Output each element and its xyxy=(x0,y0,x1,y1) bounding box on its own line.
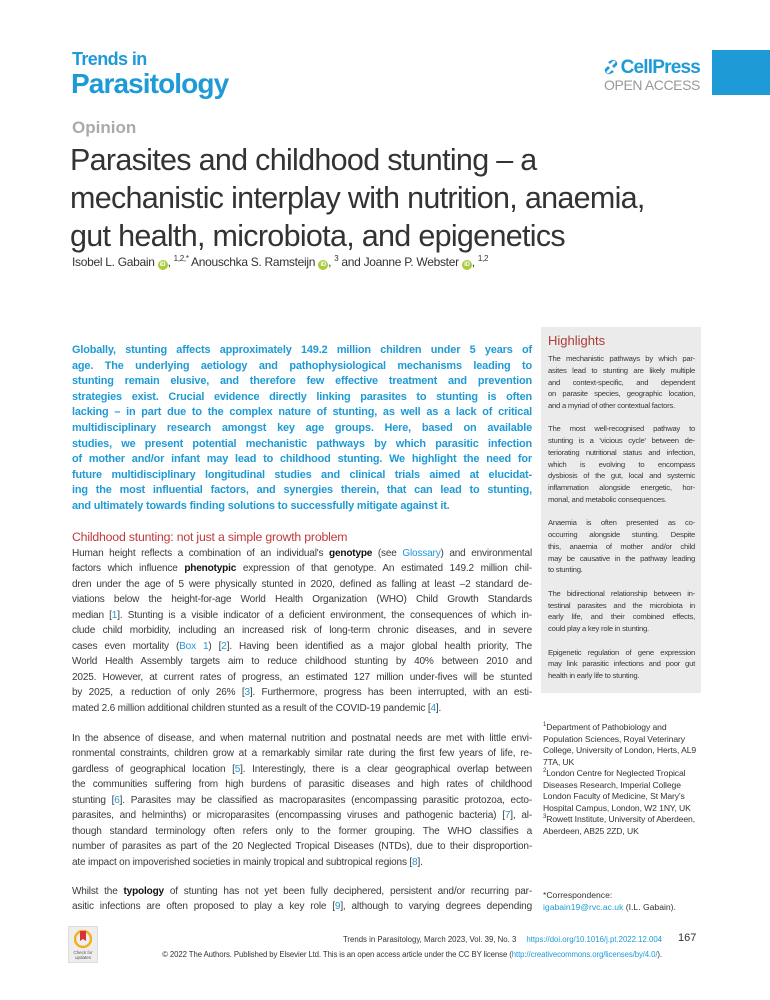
email-link[interactable]: igabain19@rvc.ac.uk xyxy=(543,901,624,912)
text-line: occurring alongside stunting. Despite xyxy=(548,530,695,540)
text-line: dysbiosis of the gut, local and systemic xyxy=(548,471,695,481)
text-line: and ultimately towards finding solutions to successfully mitigate against it. xyxy=(72,499,450,512)
reference-link[interactable]: 8 xyxy=(412,856,418,868)
text-line: 2025. However, at current rates of progress, an estimated 127 million under-fives will be stunted xyxy=(72,671,533,683)
text-line: though standard terminology often refers only to the former grouping. The WHO classifies a xyxy=(72,825,532,837)
affiliations xyxy=(543,722,701,837)
author-affiliation-sup: 1,2 xyxy=(477,254,489,263)
brand-bar xyxy=(712,50,770,95)
cellpress-icon xyxy=(603,59,619,75)
text-line: may be causative in the pathway leading xyxy=(548,553,695,563)
text-line: and a myriad of other contextual factors. xyxy=(548,401,675,410)
title-line xyxy=(70,141,700,179)
text-line: gardless of geographical location [5]. Interestingly, there is a clear geographical overlap between xyxy=(72,763,532,775)
text-line: strategies exist. Crucial evidence directly linking parasites to stunting is often xyxy=(72,390,532,403)
text-line: mated 2.6 million additional children stunted as a result of the COVID-19 pandemic [4]. xyxy=(72,702,442,714)
text-line: teriorating nutritional status and infection, xyxy=(548,447,695,457)
text-line: this, anaemia of mother and/or child xyxy=(548,541,695,551)
title-line-text: mechanistic interplay with nutrition, anaemia, xyxy=(70,181,645,215)
reference-link[interactable]: Glossary xyxy=(402,548,441,559)
text-line: stunting is a 'vicious cycle' between de- xyxy=(548,436,695,446)
correspondence-label: *Correspondence: xyxy=(543,890,613,900)
highlight-item xyxy=(548,647,695,682)
author-name: Anouschka S. Ramsteijn xyxy=(191,255,316,269)
text-line: factors which influence phenotypic expression of that genotype. An estimated 149.2 million chil- xyxy=(72,563,532,575)
text-line: median [1]. Stunting is a visible indicator of a deficient environment, the consequences of which in- xyxy=(72,609,532,621)
citation: Trends in Parasitology, March 2023, Vol. 39, No. 3 xyxy=(342,935,517,944)
highlight-item xyxy=(548,353,695,412)
highlight-item xyxy=(548,517,695,576)
text-line: future multidisciplinary longitudinal studies and clinical trials aimed at elucidat- xyxy=(72,468,532,481)
text-line: age. The underlying aetiology and pathophysiological mechanisms leading to xyxy=(72,359,532,372)
text-line: viations below the height-for-age World Health Organization (WHO) Child Growth Standards xyxy=(72,594,532,606)
text-line: Whilst the typology of stunting has not yet been fully deciphered, persistent and/or recurring par- xyxy=(72,886,532,897)
text-line: ate impact on impoverished societies in mainly tropical and subtropical regions [8]. xyxy=(72,856,423,868)
reference-link[interactable]: 5 xyxy=(234,763,241,775)
reference-link[interactable]: 6 xyxy=(114,794,120,806)
title-line-text: Parasites and childhood stunting – a xyxy=(70,143,537,177)
author-affiliation-sup: 3 xyxy=(334,254,339,263)
text-line: The most well-recognised pathway to xyxy=(548,424,695,434)
publisher-name: CellPress xyxy=(620,57,700,78)
citation-line xyxy=(110,935,662,945)
correspondence xyxy=(543,890,676,913)
affiliation: $^1$Department of Pathobiology and Population Sciences, Royal Veterinary College, University of London, Herts, AL9 7TA, UK xyxy=(543,722,697,767)
glossary-term: phenotypic xyxy=(184,563,237,575)
title-line-text: gut health, microbiota, and epigenetics xyxy=(70,219,565,253)
orcid-icon[interactable]: iD xyxy=(318,260,328,270)
journal-name-line2: Parasitology xyxy=(71,68,229,99)
open-access-label: OPEN ACCESS xyxy=(604,77,700,93)
text-line: asites lead to stunting are likely multiple xyxy=(548,365,695,375)
text-line: may link parasitic infections and poor gut xyxy=(548,659,695,669)
text-line: to stunting. xyxy=(548,565,583,575)
text-line: testinal parasites and the microbiota in xyxy=(548,600,695,610)
text-line: which is evolving to encompass xyxy=(548,459,695,469)
license-line xyxy=(110,950,662,960)
highlight-item xyxy=(548,588,695,635)
text-line: The bidirectional relationship between in- xyxy=(548,588,695,598)
text-line: by 2025, a reduction of only 26% [3]. Furthermore, progress has been interrupted, with an esti- xyxy=(72,687,532,699)
text-line: Globally, stunting affects approximately 149.2 million children under 5 years of xyxy=(72,344,532,356)
title-line xyxy=(70,179,700,217)
highlight-item xyxy=(548,423,695,505)
cellpress-logo xyxy=(594,58,700,92)
highlights-box xyxy=(541,327,701,693)
title-line xyxy=(70,217,700,255)
text-line: ing the most influential factors, and synergies therein, that can lead to stunting, xyxy=(72,484,532,497)
glossary-term: typology xyxy=(123,886,164,897)
text-line: In the absence of disease, and when maternal nutrition and postnatal needs are met with little envi- xyxy=(72,733,532,744)
text-line: asitic infections are often proposed to play a key role [9], although to varying degrees depending xyxy=(72,901,532,913)
reference-link[interactable]: 2 xyxy=(221,640,227,652)
text-line: stunting remain elusive, and therefore few effective treatment and prevention xyxy=(72,375,532,388)
affiliation: $^3$Rowett Institute, University of Aberdeen, Aberdeen, AB25 2ZD, UK xyxy=(543,814,696,836)
text-line: number of parasites as part of the 20 Neglected Tropical Diseases (NTDs), due to their disproportion- xyxy=(72,841,532,853)
license-link[interactable]: http://creativecommons.org/licenses/by/4.0/ xyxy=(511,950,658,959)
text-line: dren under the age of 5 were physically stunted in 2020, defined as falling at least –2 standard de- xyxy=(72,578,532,590)
orcid-icon[interactable]: iD xyxy=(462,260,472,270)
body-paragraph xyxy=(72,731,532,870)
correspondent-name: (I.L. Gabain). xyxy=(623,901,676,912)
license-text-end: ). xyxy=(657,950,662,959)
text-line: could play a key role in stunting. xyxy=(548,624,649,634)
orcid-icon[interactable]: iD xyxy=(158,260,168,270)
text-line: on parasite species, geographic location, xyxy=(548,389,695,399)
article-title xyxy=(70,141,700,255)
abstract xyxy=(72,343,532,515)
author-affiliation-sup: 1,2,* xyxy=(173,254,189,263)
doi-link[interactable]: https://doi.org/10.1016/j.pt.2022.12.004 xyxy=(526,935,662,944)
reference-link[interactable]: 4 xyxy=(430,702,436,714)
text-line: parasites, and helminths) or microparasites (encompassing viruses and pathogenic bacteria) [7], al- xyxy=(72,810,532,822)
text-line: Human height reflects a combination of an individual's genotype (see Glossary) and environmental xyxy=(72,548,532,559)
text-line: ronmental constraints, children grow at a remarkably similar rate during the first few years of life, re- xyxy=(72,748,532,760)
bookmark-icon xyxy=(74,929,92,949)
reference-link[interactable]: Box 1 xyxy=(179,640,209,652)
text-line: cases even mortality (Box 1) [2]. Having been identified as a major global health priority, The xyxy=(72,640,533,652)
text-line: clude child morbidity, including an increased risk of long-term chronic diseases, and in severe xyxy=(72,625,532,637)
text-line: the communities suffering from high burdens of parasitic diseases and high rates of childhood xyxy=(72,779,532,791)
check-updates-label: Check for updates xyxy=(73,950,93,960)
text-line: multidisciplinary research amongst key age groups. Here, based on available xyxy=(72,421,532,434)
text-line: monal, and metabolic consequences. xyxy=(548,494,667,504)
text-line: World Health Assembly targets aim to reduce childhood stunting by 40% between 2010 and xyxy=(72,656,533,668)
text-line: early life, and their combined effects, xyxy=(548,612,696,622)
text-line: The mechanistic pathways by which par- xyxy=(548,354,695,363)
text-line: Epigenetic regulation of gene expression xyxy=(548,647,695,657)
reference-link[interactable]: 9 xyxy=(334,901,341,913)
body-paragraph xyxy=(72,884,532,915)
reference-link[interactable]: 1 xyxy=(111,609,118,621)
text-line: Anaemia is often presented as co- xyxy=(548,518,695,528)
page-number: 167 xyxy=(678,932,697,944)
highlights-title: Highlights xyxy=(548,333,606,348)
text-line: health in early life to stunting. xyxy=(548,671,640,680)
reference-link[interactable]: 7 xyxy=(504,810,511,822)
author-name: Isobel L. Gabain xyxy=(72,255,155,269)
text-line: studies, we present potential mechanistic pathways by which parasitic infection xyxy=(72,437,532,450)
body-paragraph xyxy=(72,546,532,716)
affiliation: $^2$London Centre for Neglected Tropical Diseases Research, Imperial College London Faculty of Medicine, St Mary's Hospital Campus, London, W2 1NY, UK xyxy=(543,768,691,813)
article-type: Opinion xyxy=(72,118,137,137)
reference-link[interactable]: 3 xyxy=(244,687,250,699)
journal-name-line1: Trends in xyxy=(72,49,147,69)
license-text: © 2022 The Authors. Published by Elsevier Ltd. This is an open access article under the CC BY license ( xyxy=(162,950,512,959)
author-list: Isobel L. Gabain iD , $^{1,2,*}$ Anouschka S. Ramsteijn iD , $^3$ and Joanne P. Webster iD , $^{1,2}$ xyxy=(72,254,489,269)
glossary-term: genotype xyxy=(329,548,373,559)
check-for-updates-button[interactable] xyxy=(68,926,98,963)
author-name: Joanne P. Webster xyxy=(363,255,459,269)
text-line: lacking – in part due to the complex nature of stunting, as well as a lack of critical xyxy=(72,406,532,419)
text-line: inflammation alongside energetic, hor- xyxy=(548,483,695,493)
text-line: of mother and/or infant may lead to childhood stunting. We highlight the need for xyxy=(72,453,532,466)
text-line: and context-specific, and dependent xyxy=(548,377,695,387)
section-heading: Childhood stunting: not just a simple growth problem xyxy=(72,530,348,544)
text-line: stunting [6]. Parasites may be classified as macroparasites (encompassing parasitic protozoa, ecto- xyxy=(72,794,532,806)
